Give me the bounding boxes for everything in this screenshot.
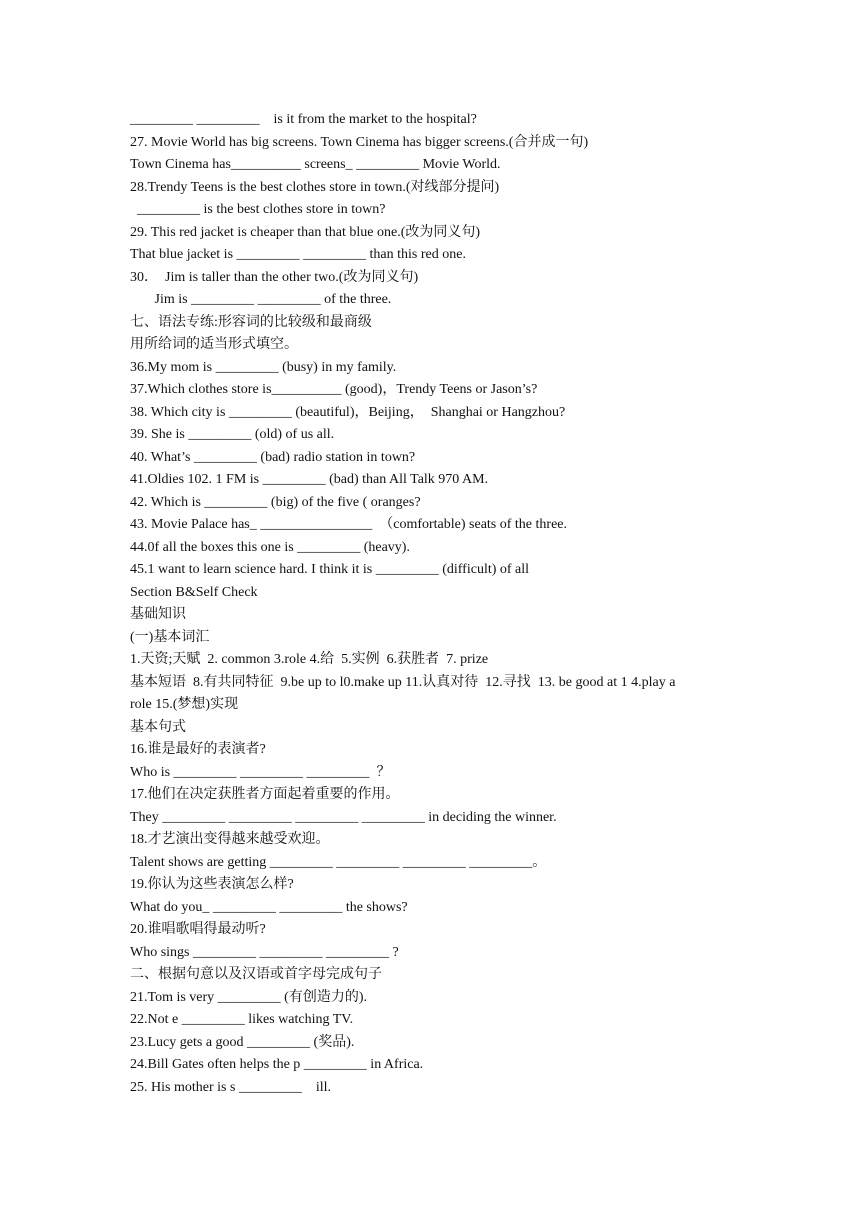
text-line: 38. Which city is _________ (beautiful)，Beijing， Shanghai or Hangzhou? <box>130 404 566 420</box>
text-line: 16.谁是最好的表演者? <box>130 742 266 757</box>
text-line: 20.谁唱歌唱得最动听? <box>130 922 266 937</box>
text-line: 37.Which clothes store is__________ (good)，Trendy Teens or Jason’s? <box>130 382 538 397</box>
text-line: 43. Movie Palace has_ ________________ （comfortable) seats of the three. <box>130 517 568 532</box>
text-line: 40. What’s _________ (bad) radio station in town? <box>130 449 416 465</box>
text-line: 45.1 want to learn science hard. I think it is _________ (difficult) of all <box>130 562 530 577</box>
text-line: 22.Not e _________ likes watching TV. <box>130 1012 354 1027</box>
text-line: 基本短语 8.有共同特征 9.be up to l0.make up 11.认真对待 12.寻找 13. be good at 1 4.play a <box>130 674 676 690</box>
text-line: 25. His mother is s _________ ill. <box>130 1079 332 1095</box>
text-line: They _________ _________ _________ _________ in deciding the winner. <box>130 809 557 825</box>
text-line: 用所给词的适当形式填空。 <box>130 337 298 352</box>
text-line: That blue jacket is _________ _________ than this red one. <box>130 247 466 262</box>
text-line: 30． Jim is taller than the other two.(改为同义句) <box>130 269 419 285</box>
text-line: Talent shows are getting _________ _________ _________ _________。 <box>130 854 547 870</box>
text-line: 44.0f all the boxes this one is _________ (heavy). <box>130 539 410 555</box>
text-line: Who is _________ _________ _________ ？ <box>130 764 391 780</box>
text-line: What do you_ _________ _________ the shows? <box>130 899 408 915</box>
text-line: 19.你认为这些表演怎么样? <box>130 877 294 892</box>
text-line: 24.Bill Gates often helps the p _________ in Africa. <box>130 1057 424 1072</box>
text-line: 七、语法专练:形容词的比较级和最商级 <box>130 314 372 330</box>
document-body <box>130 109 750 1099</box>
text-line: Section B&Self Check <box>130 584 258 600</box>
text-line: 36.My mom is _________ (busy) in my family. <box>130 359 397 375</box>
text-line: 基本句式 <box>130 719 186 735</box>
text-line: 21.Tom is very _________ (有创造力的). <box>130 989 368 1005</box>
text-line: 1.天资;天赋 2. common 3.role 4.给 5.实例 6.获胜者 7. prize <box>130 652 489 667</box>
text-line: _________ is the best clothes store in town? <box>130 202 386 217</box>
text-line: _________ _________ is it from the market to the hospital? <box>130 112 477 127</box>
text-line: 42. Which is _________ (big) of the five ( oranges? <box>130 494 421 510</box>
text-line: 41.Oldies 102. 1 FM is _________ (bad) than All Talk 970 AM. <box>130 472 489 487</box>
text-line: 28.Trendy Teens is the best clothes store in town.(对线部分提问) <box>130 179 500 195</box>
text-line: Town Cinema has__________ screens_ _________ Movie World. <box>130 157 501 172</box>
text-line: 27. Movie World has big screens. Town Cinema has bigger screens.(合并成一句) <box>130 134 589 150</box>
text-line: Jim is _________ _________ of the three. <box>130 292 392 307</box>
text-line: 23.Lucy gets a good _________ (奖品). <box>130 1034 355 1050</box>
text-line: role 15.(梦想)实现 <box>130 697 239 712</box>
text-line: (一)基本词汇 <box>130 629 210 645</box>
text-line: Who sings _________ _________ _________ ? <box>130 944 399 960</box>
text-line: 18.才艺演出变得越来越受欢迎。 <box>130 832 330 847</box>
text-line: 基础知识 <box>130 607 186 622</box>
text-line: 二、根据句意以及汉语或首字母完成句子 <box>130 967 382 982</box>
text-line: 29. This red jacket is cheaper than that blue one.(改为同义句) <box>130 224 481 240</box>
text-line: 17.他们在决定获胜者方面起着重要的作用。 <box>130 787 400 802</box>
text-line: 39. She is _________ (old) of us all. <box>130 427 335 442</box>
